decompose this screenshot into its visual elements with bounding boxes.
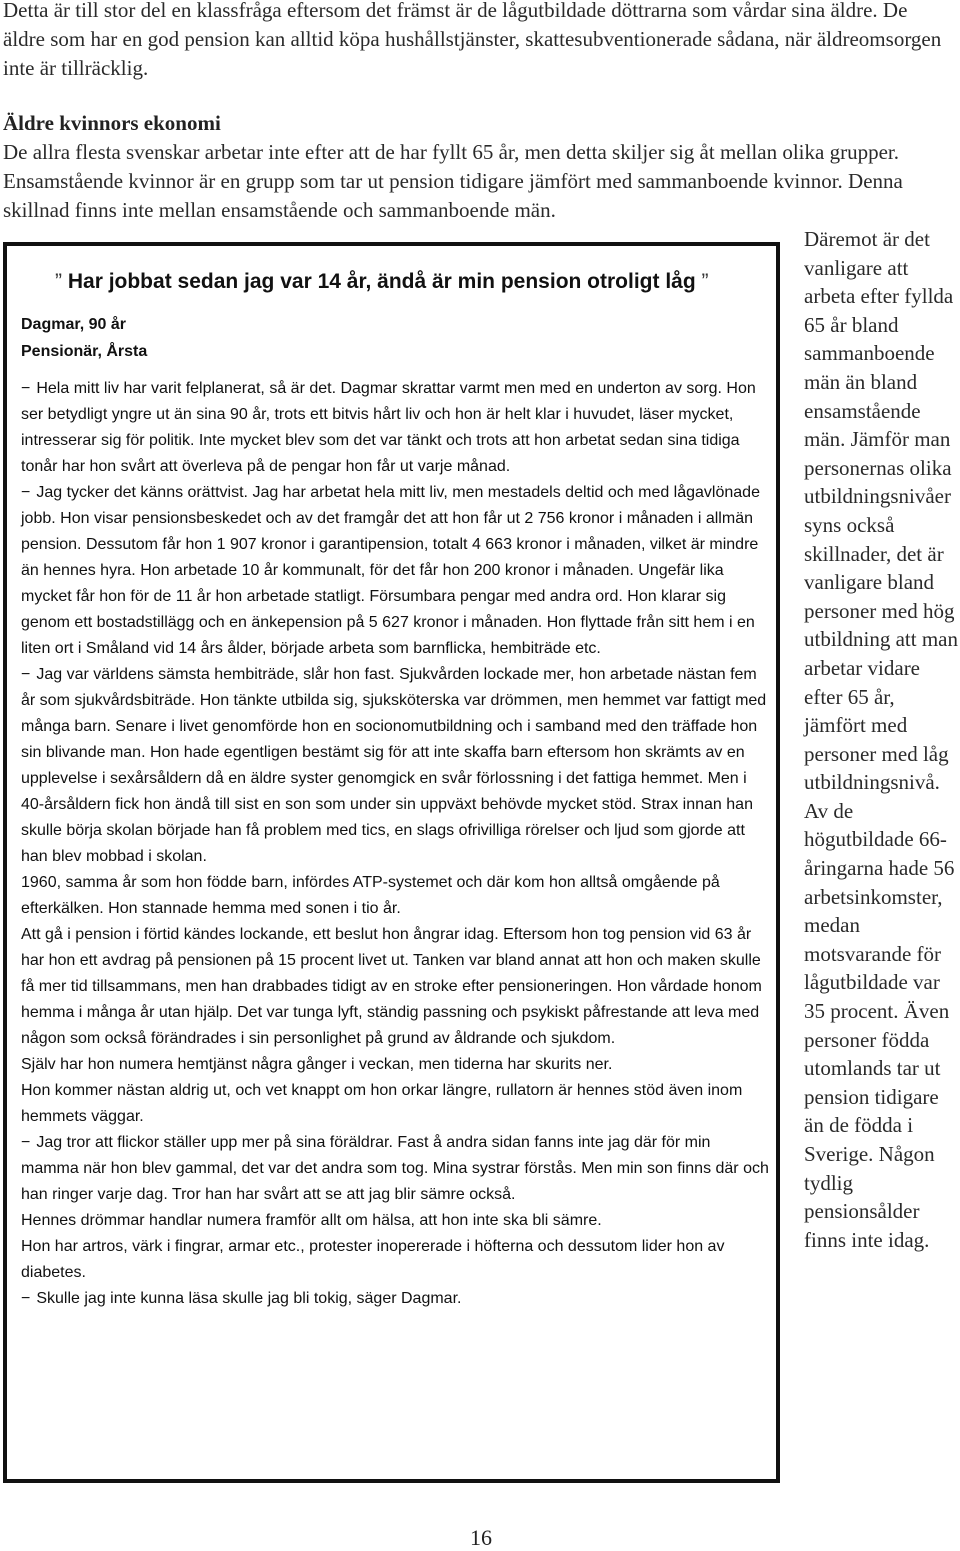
quote-box [3, 242, 780, 1483]
story-paragraph: Själv har hon numera hemtjänst några gånger i veckan, men tiderna har skurits ner. [21, 1056, 613, 1073]
quote-title-text: Har jobbat sedan jag var 14 år, ändå är min pension otroligt låg [67, 270, 696, 293]
story-paragraph-text: Skulle jag inte kunna läsa skulle jag bli tokig, säger Dagmar. [36, 1290, 462, 1307]
story-paragraph: Hon har artros, värk i fingrar, armar etc., protester inopererade i höfterna och dessutom lider hon av diabetes. [21, 1238, 725, 1281]
person-name: Dagmar, 90 år [21, 316, 126, 333]
story-paragraph: Hon kommer nästan aldrig ut, och vet knappt om hon orkar längre, rullatorn är hennes stöd även inom hemmets väggar. [21, 1082, 743, 1125]
story-paragraph: Hennes drömmar handlar numera framför allt om hälsa, att hon inte ska bli sämre. [21, 1212, 602, 1229]
sidebar-column-text: Däremot är det vanligare att arbeta efter fyllda 65 år bland sammanboende män än bland ensamstående män. Jämför man personernas olika utbildningsnivåer syns också skillnader, det är vanligare bland personer med hög utbildning att man arbetar vidare efter 65 år, jämfört med personer med låg utbildningsnivå. Av de högutbildade 66-åringarna hade 56 arbetsinkomster, medan motsvarande för lågutbildade var 35 procent. Även personer födda utomlands tar ut pension tidigare än de födda i Sverige. Någon tydlig pensionsålder finns inte idag. [804, 227, 958, 1252]
quote-title [55, 268, 775, 296]
story-paragraph-text: Hela mitt liv har varit felplanerat, så är det. Dagmar skrattar varmt men med en underton av sorg. Hon ser betydligt yngre ut än sina 90 år, trots ett bitvis hårt liv och hon är helt klar i huvudet, läser mycket, intresserar sig för politik. Inte mycket blev som det var tänkt och trots att hon arbetat sedan sina tidiga tonår har hon svårt att överleva på de pengar hon får ut varje månad. [21, 380, 756, 475]
story-paragraph [21, 662, 771, 870]
story-paragraph-text: Jag tror att flickor ställer upp mer på sina föräldrar. Fast å andra sidan fanns inte jag där för min mamma när hon blev gammal, det var det andra som tog. Mina systrar förstås. Men min son finns där och han ringer varje dag. Tror han har svårt att se att jag blir sämre också. [21, 1134, 769, 1203]
story-paragraph [21, 1286, 771, 1312]
close-quote-mark: ” [701, 270, 709, 293]
intro-paragraph: Detta är till stor del en klassfråga eftersom det främst är de lågutbildade döttrarna som vårdar sina äldre. De äldre som har en god pension kan alltid köpa hushållstjänster, skattesubventionerade sådana, när äldreomsorgen inte är tillräcklig. [3, 0, 942, 80]
story-paragraph-text: Jag var världens sämsta hembiträde, slår hon fast. Sjukvården lockade mer, hon arbetade nästan fem år som sjukvårdsbiträde. Hon tänkte utbilda sig, sjuksköterska var drömmen, men hemmet var fattigt med många barn. Senare i livet genomförde hon en socionomutbildning och i samband med den träffade hon sin blivande man. Hon hade egentligen bestämt sig för att inte skaffa barn eftersom hon skrämts av en upplevelse i sexårsåldern då en äldre syster genomgick en svår förlossning i det fattiga hemmet. Men i 40-årsåldern fick hon ändå till sist en son som under sin uppväxt behövde mycket stöd. Strax innan han skulle börja skolan började han få problem med tics, en slags ofrivilliga rörelser och ljud som gjorde att han blev mobbad i skolan. [21, 666, 767, 865]
story-paragraph [21, 376, 771, 480]
story-paragraph: Att gå i pension i förtid kändes lockande, ett beslut hon ångrar idag. Eftersom hon tog pension vid 63 år har hon ett avdrag på pensionen på 15 procent livet ut. Tanken var bland annat att hon och maken skulle få mer tid tillsammans, men han drabbades tidigt av en stroke efter pensioneringen. Hon vårdade honom hemma i många år utan hjälp. Det var tunga lyft, ständig passning och psykiskt påfrestande att leva med någon som också förändrades i sin personlighet på grund av åldrande och sjukdom. [21, 926, 762, 1047]
person-role: Pensionär, Årsta [21, 343, 148, 360]
dash-mark: − [21, 1290, 31, 1307]
open-quote-mark: ” [55, 270, 62, 293]
story-text [21, 376, 771, 1312]
story-paragraph-text: Jag tycker det känns orättvist. Jag har arbetat hela mitt liv, men mestadels deltid och med lågavlönade jobb. Hon visar pensionsbeskedet och av det framgår det att hon får ut 2 756 kronor i månaden i allmän pension. Dessutom får hon 1 907 kronor i garantipension, totalt 4 663 kronor i månaden, vilket är mindre än hennes hyra. Hon arbetade 10 år kommunalt, för det får hon 200 kronor i månaden. Ungefär lika mycket får hon för de 11 år hon arbetade statligt. Försumbara pengar med andra ord. Hon klarar sig genom ett bostadstillägg och en änkepension på 5 627 kronor i månaden. Hon flyttade från sitt hem i en liten ort i Småland vid 14 års ålder, började arbeta som barnflicka, hembiträde etc. [21, 484, 760, 657]
page-number: 16 [470, 1525, 492, 1550]
story-paragraph [21, 1130, 771, 1208]
dash-mark: − [21, 666, 31, 683]
section-heading: Äldre kvinnors ekonomi [3, 111, 221, 135]
story-paragraph: 1960, samma år som hon födde barn, infördes ATP-systemet och där kom hon alltså omgående på efterkälken. Hon stannade hemma med sonen i tio år. [21, 874, 720, 917]
dash-mark: − [21, 484, 31, 501]
dash-mark: − [21, 380, 31, 397]
story-paragraph [21, 480, 771, 662]
dash-mark: − [21, 1134, 31, 1151]
section-body: De allra flesta svenskar arbetar inte efter att de har fyllt 65 år, men detta skiljer sig åt mellan olika grupper. Ensamstående kvinnor är en grupp som tar ut pension tidigare jämfört med sammanboende kvinnor. Denna skillnad finns inte mellan ensamstående och sammanboende män. [3, 140, 903, 222]
